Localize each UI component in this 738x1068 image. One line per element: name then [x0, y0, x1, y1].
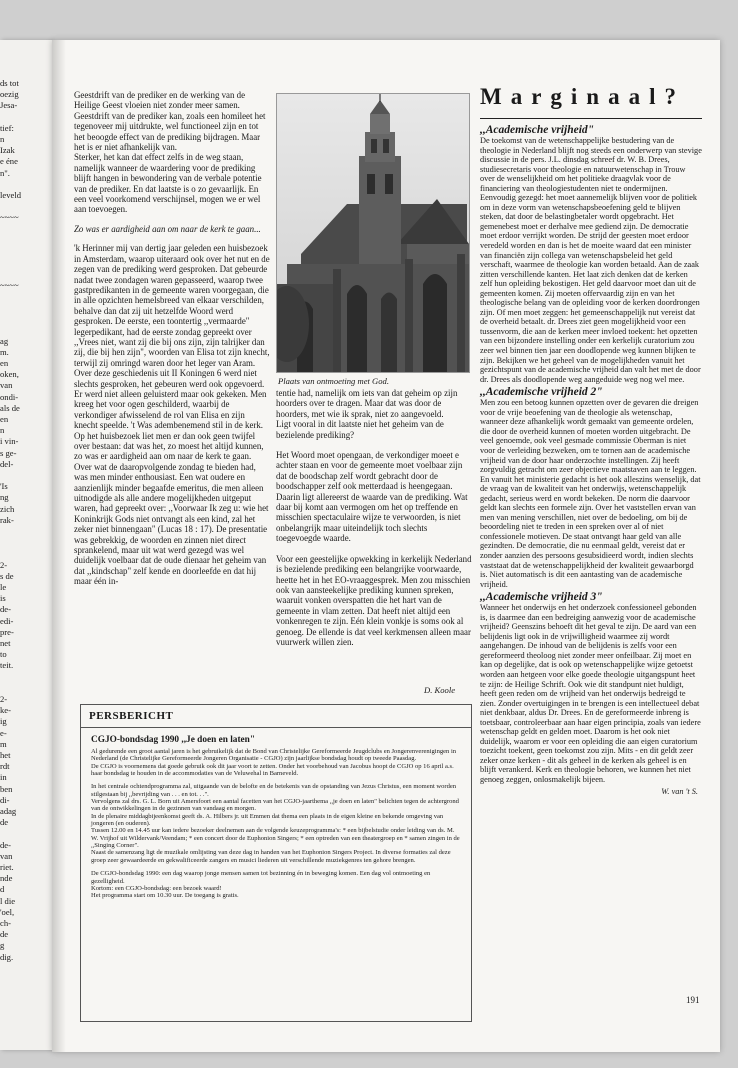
prev-page-fragment: ch-: [0, 918, 11, 928]
prev-page-fragment: s ge-: [0, 447, 17, 458]
prev-page-fragment: net: [0, 638, 11, 648]
magazine-page: [52, 40, 720, 1052]
prev-page-fragment: nde: [0, 873, 13, 884]
prev-page-fragment: Izak: [0, 145, 15, 156]
press-release-label: PERSBERICHT: [89, 710, 174, 722]
prev-page-fragment: oezig: [0, 89, 19, 100]
prev-page-fragment: oken,: [0, 369, 19, 380]
prev-page-fragment: m: [0, 738, 7, 749]
middle-column: [276, 388, 472, 647]
press-release-headline: CGJO-bondsdag 1990 ,,Je doen en laten": [91, 735, 256, 745]
press-paragraph: Vervolgens zal drs. G. L. Born uit Amersfoort een aantal facetten van het CGJO-jaarthema ,,je doen en laten" belichten tegen de achtergrond van de ontwikkelingen in de gezinnen van vandaag en morgen.: [91, 798, 459, 813]
prev-page-fragment: en: [0, 414, 9, 424]
prev-page-fragment: teit.: [0, 660, 14, 671]
press-release-body: [91, 748, 463, 900]
section-heading: ,,Academische vrijheid 3": [480, 591, 603, 604]
paragraph: Het Woord moet opengaan, de verkondiger moeet e achter staan en voor de gemeente moet voelbaar zijn dat de boodschap zelf wordt gebracht door de boodschapper zelf ook metterdaad is heengegaan. Daarin ligt allereerst de waarde van de prediking. Wat daar bij komt aan vermogen om het op treffende en misschien spectaculaire wijze te verwoorden, is niet onbelangrijk maar uiteindelijk toch slechts toegevoegde waarde.: [276, 450, 468, 544]
prev-page-fragment: del-: [0, 458, 14, 469]
section-heading: ,,Academische vrijheid 2": [480, 386, 603, 399]
prev-page-fragment: ng: [0, 492, 9, 503]
prev-page-fragment: de: [0, 929, 9, 940]
press-paragraph: Naast de samenzang ligt de muzikale omlijsting van deze dag in handen van het Euphonion Singers Project. In diverse formaties zal deze groep zeer gewaardeerde en gekwalificeerde zangers en musici liederen uit verschillende muziekgenres ten gehore brengen.: [91, 849, 451, 864]
paragraph: Geestdrift van de prediker en de werking van de Heilige Geest vloeien niet zonder meer samen. Geestdrift van de prediker kan, zoals een homileet het tegenoveer mij uitdrukte, wel functioneel zijn en tot het beoogde effect van de prediking bijdragen. Maar het is er niet afhankelijk van.: [74, 90, 266, 153]
prev-page-fragment: n".: [0, 167, 10, 178]
press-paragraph: De CGJO is voornemens dat goede gebruik ook dit jaar voort te zetten. Onder het voorbehoud van Jacobus hoopt de CGJO op 16 april a.s. haar bondsdag te houden in de accommodaties van de Veluwehal in Barneveld.: [91, 762, 454, 778]
prev-page-fragment: van: [0, 850, 13, 861]
press-paragraph: De CGJO-bondsdag 1990: een dag waarop jonge mensen samen tot bezinning én in beweging komen. Een dag vol ontmoeting en gezelligheid.: [91, 870, 431, 885]
prev-page-fragment: ag: [0, 335, 9, 346]
prev-page-fragment: Jesa-: [0, 100, 18, 111]
paragraph: tentie had, namelijk om iets van dat geheim op zijn hoorders over te dragen. Maar dat was door de hoorders, met wie ik sprak, niet zo aangevoeld.: [276, 388, 458, 419]
prev-page-fragment: pre-: [0, 626, 14, 637]
prev-page-fragment: edi-: [0, 615, 14, 626]
prev-page-fragment: m.: [0, 346, 9, 357]
prev-page-fragment: de-: [0, 839, 11, 850]
prev-page-fragment: tief:: [0, 122, 14, 133]
section-body: Men zou een betoog kunnen opzetten over de gevaren die dreigen voor de vrije beoefening van de theologie als wetenschap, wanneer deze afhankelijk wordt gemaakt van gemeente ordelen, die door de overheid kunnen of moeten worden uitgebracht. De veel genoemde, ook veel gesmade commissie Oberman is niet voor de verleiding bezweken, om te tornen aan de academische vrijheid van de door haar onderzochte instellingen. Zij heeft zorgvuldig getracht om zeer objectieve maatstaven aan te leggen. En vanuit het ministerie gedacht is het ook alleszins wenselijk, dat de vraag van de kwaliteit van het onderwijs, wetenschappelijk gedacht, serieus werd en wordt bekeken. De norm die daarvoor geldt kan slechts een formele zijn. Over het vaststellen ervan van men van mening verschillen, niet over de bedoeling, om bij de beoordeling niet te treden in een spreken over al of niet confessionele motieven. De staat ontvangt haar geld van alle gezindten. De democratie, die nu eenmaal geldt, vereist dat er zonder aanzien des persoons gesubsidieerd wordt, indien slechts vaststaat dat de wetenschappelijkheid der kwaliteit gewaarborgd is. Niet automatisch is dit een aantasting van de academische vrijheid.: [480, 398, 701, 589]
prev-page-fragment: leveld: [0, 190, 21, 200]
prev-page-fragment: 2-: [0, 694, 8, 704]
paragraph: Ligt vooral in dit laatste niet het geheim van de bezielende prediking?: [276, 419, 444, 440]
prev-page-fragment: in: [0, 772, 7, 783]
section-body: De toekomst van de wetenschappelijke bestudering van de theologie in Nederland blijft nog steeds een onderwerp van stevige discussie in de pers. J.L. dinsdag schreef dr. W. B. Drees, studiesecretaris voor theologie en natuurwetenschap in Trouw over de wenselijkheid om het politieke draagvlak voor de financiering van theologiestudenten niet te ondermijnen. Eenvoudig gezegd: het moet aannemelijk blijven voor de politiek om in deze vorm van wetenschapsbeoefening geld te blijven steken, dat door de belastingbetaler wordt opgebracht. Het gemenebest moet er derhalve mee gediend zijn. De democratie moet erdoor verrijkt worden. De strijd der geesten moet erdoor veredeld worden en dan is het de moeite waard dat een minister van financiën zijn collega van wetenschapsbeleid het geld verschaft, waarmee de theologie kan worden betaald. Aan de zaak zitten verschillende kanten. Het laat zich denken dat de kerken zelf hun opleiding bekostigen. Het geld daarvoor moet dan uit de gemeenten komen. Zij moeten offervaardig zijn en van het theologische belang van de opleiding voor de kerken doordrongen zijn. Of men moet zeggen: het gemeenschappelijk nut vereist dat de overheid betaalt. dr. Drees ziet geen mogelijkheid voor een tussenvorm, die aan de kerken meer invloed toekent: het opzetten van een bijzondere instelling onder een kerkelijk curatorium zou zeer wel binnen tien jaar een doodlopende weg kunnen blijken te zijn. Bekijken we het geheel van de mogelijkheden vanuit het gezichtspunt van de academische vrijheid dan valt het met de door dr. Drees als doodlopende weg aangeduide weg nog wel mee.: [480, 136, 702, 384]
title-rule: [480, 118, 702, 119]
prev-page-fragment: i vin-: [0, 436, 19, 447]
prev-page-fragment: n: [0, 425, 5, 436]
prev-page-fragment: ~~~~: [0, 212, 19, 223]
prev-page-fragment: ig: [0, 716, 7, 727]
prev-page-fragment: adag: [0, 806, 17, 816]
marginaal-column: [480, 122, 702, 796]
prev-page-fragment: het: [0, 750, 11, 760]
press-release-box: [80, 704, 472, 1022]
prev-page-fragment: l die: [0, 895, 16, 906]
press-paragraph: In het centrale ochtendprogramma zal, uitgaande van de belofte en de betekenis van de opstanding van Jezus Christus, een moment worden stilgestaan bij ,,bevrijding van . . . en tot. . .".: [91, 783, 457, 798]
prev-page-fragment: d: [0, 884, 5, 895]
prev-page-fragment: di-: [0, 794, 10, 805]
prev-page-fragment: ds tot: [0, 78, 19, 88]
photo-caption: Plaats van ontmoeting met God.: [278, 376, 389, 386]
prev-page-fragment: e éne: [0, 156, 18, 167]
section-body: Wanneer het onderwijs en het onderzoek confessioneel gebonden is, is daarmee dan een bedreiging aanwezig voor de academische vrijheid? Geenszins behoeft dit het geval te zijn. De aard van een belijdenis ligt ook in de vrijwilligheid waarmee zij wordt aangehangen. De inhoud van de belijdenis is zelfs voor een gereformeerd theoloog niet zonder meer onfeilbaar. Zij moet en kan op degelijke, dat is ook op wetenschappelijke wijze getoetst worden aan hetgeen voor elke goede theologie uitgangspunt heet te zijn: de Heilige Schrift. Ook wie dit standpunt niet huldigt, heeft geen reden om de vrijheid van het onderwijs bedreigd te zien. Zonder overtuigingen in te brengen is een intellectueel debat niet denkbaar, aldus Dr. Drees. En de gereformeerde inbreng is toetsbaar, controleerbaar aan haar eigen principia, zoals van iedere wetenschap geldt en gelden moet. Daarom is het ook niet duidelijk, waarom er voor een opleiding die aan eigen curatorium toezicht toekent, geen toekomst zou zijn. Mits - en dit geldt zeer zeker onze kerken - dit als geheel in de kerken als geheel is en blijft verankerd. Kerk en theologie behoren, we kunnen het niet genoeg zeggen, onlosmakelijk bijeen.: [480, 603, 701, 784]
prev-page-fragment: en: [0, 358, 9, 368]
prev-page-fragment: de-: [0, 604, 11, 615]
prev-page-fragment: zich: [0, 503, 15, 514]
press-paragraph: In de plenaire middagbijeenkomst geeft ds. A. Hilbers jr. uit Emmen dat thema een plaats in de eigen kleine en bekende omgeving van jongeren (en ouderen).: [91, 812, 444, 828]
church-photo: [276, 93, 470, 373]
paragraph: 'k Herinner mij van dertig jaar geleden een huisbezoek in Amsterdam, waarop uiteraard ook over het nut en de zegen van de prediking werd gesproken. Dat gebeurde nadat twee zondagen waren gepasseerd, waarop twee gastpredikanten in de gemeente waren voorgegaan, die in alle opzichten hemelsbreed van elkaar verschilden, behalve dan dat zij uit hetzelfde Woord werd gesproken. De eerste, een toontertig ,,vermaarde" legerpedikant, had de eerste zondag gepreekt over ,,Vrees niet, want zij die bij ons zijn, zijn talrijker dan zij, die bij hen zijn", woorden van Elisa tot zijn knecht, terwijl zij omringd waren door het leger van Aram. Over deze geschiedenis uit II Koningen 6 werd niet slechts gesproken, het gebeuren werd ook opgevoerd. Er werd niet alleen geluisterd maar ook gekeken. Men kreeg het voor ogen geschilderd, waarbij de verkondiger afwisselend de rol van Elisa en zijn knecht speelde. 't Was adembenemend stil in de kerk. Op het huisbezoek liet men er dan ook geen twijfel over bestaan: dat was het, zo moest het altijd kunnen, zo was er aardigheid aan om naar de kerk te gaan.: [74, 243, 270, 462]
prev-page-fragment: de: [0, 817, 9, 828]
press-paragraph: Kortom: een CGJO-bondsdag: een bezoek waard!: [91, 884, 222, 892]
prev-page-fragment: ondi-: [0, 391, 19, 402]
press-paragraph: Tussen 12.00 en 14.45 uur kan iedere bezoeker deelnemen aan de volgende keuzeprogramma's: * een bijbelstudie onder leiding van ds. M. W. Vrijhof uit Wildervank/Veendam; * een concert door de Euphonion Singers; * een optreden van een theatergroep en * samen zingen in de ,,Singing Corner".: [91, 827, 460, 850]
prev-page-fragment: dig.: [0, 951, 14, 962]
author-signature: D. Koole: [424, 685, 456, 695]
prev-page-fragment: als de: [0, 402, 20, 413]
subheading: Zo was er aardigheid aan om naar de kerk te gaan...: [74, 223, 261, 234]
paragraph: Voor een geestelijke opwekking in kerkelijk Nederland is bezielende prediking een belangrijke voorwaarde, heette het in het EO-vraaggesprek. Men zou misschien ook van aansteekelijke prediking kunnen spreken, waaruit vonken overspatten die het hart van de gemeente in vlam zetten. Dat heeft niet altijd een vonkenregen te zijn. Eén klein vonkje is soms ook al genoeg. De ellende is dat veel kerkmensen alleen maar vuurwerk willen zien.: [276, 553, 472, 647]
left-column: [74, 90, 270, 587]
prev-page-fragment: e-: [0, 727, 7, 738]
previous-page-edge: [0, 40, 52, 1050]
prev-page-fragment: ke-: [0, 705, 11, 716]
prev-page-fragment: rdt: [0, 761, 10, 772]
press-release-rule: [81, 727, 471, 728]
prev-page-fragment: le: [0, 582, 7, 592]
section-heading: ,,Academische vrijheid": [480, 124, 595, 136]
prev-page-fragment: n: [0, 134, 5, 144]
paragraph: Sterker, het kan dat effect zelfs in de weg staan, namelijk wanneer de waardering voor de prediking blijft hangen in bewondering van de verbale potentie van de prediker. En dat laatste is o zo gevaarlijk. En een veel voorkomend verschijnsel, mogen we er wel aan toevoegen.: [74, 152, 262, 215]
marginaal-title: Marginaal?: [480, 84, 685, 109]
prev-page-fragment: riet.: [0, 862, 14, 872]
press-paragraph: Al gedurende een groot aantal jaren is het gebruikelijk dat de Bond van Christelijke Gereformeerde Jeugdclubs en Jongerenverenigingen in Nederland (de Christelijke Gereformeerde Jongeren Organisatie - CGJO) zijn jaarlijkse bondsdag houdt op tweede Paasdag.: [91, 748, 457, 763]
prev-page-fragment: to: [0, 649, 7, 660]
paragraph: Over wat de daaropvolgende zondag te bieden had, was men minder enthousiast. Een wat oudere en aanzienlijk minder begaafde emeritus, die men alleen uitnodigde als alle andere mogelijkheden uitgeput waren, had gepreekt over: ,,Voorwaar Ik zeg u: wie het Koninkrijk Gods niet ontvangt als een kind, zal het zeker niet binnengaan" (Lucas 18 : 17). De presentatie was gebrekkig, de woorden en zinnen niet direct sprankelend, maar uit wat werd gezegd was wel duidelijk voelbaar dat de oude dienaar het geheim van dat ,,kindschap" zelf kende en doorleefde en dat hij maar één in-: [74, 461, 269, 587]
prev-page-fragment: 2-: [0, 559, 8, 570]
marginaal-signature: W. van 't S.: [661, 786, 698, 796]
press-paragraph: Het programma start om 10.30 uur. De toegang is gratis.: [91, 892, 239, 900]
prev-page-fragment: van: [0, 380, 13, 391]
church-tower-illustration: [277, 94, 469, 372]
prev-page-fragment: 'Is: [0, 481, 8, 492]
prev-page-fragment: ben: [0, 783, 13, 794]
prev-page-fragment: is: [0, 593, 6, 604]
prev-page-fragment: s de: [0, 570, 14, 581]
page-number: 191: [686, 995, 700, 1005]
prev-page-fragment: 'oel,: [0, 906, 15, 917]
page-gutter-shadow: [52, 40, 66, 1052]
prev-page-fragment: rak-: [0, 514, 14, 525]
prev-page-fragment: ~~~~: [0, 279, 19, 290]
prev-page-fragment: g: [0, 940, 5, 951]
